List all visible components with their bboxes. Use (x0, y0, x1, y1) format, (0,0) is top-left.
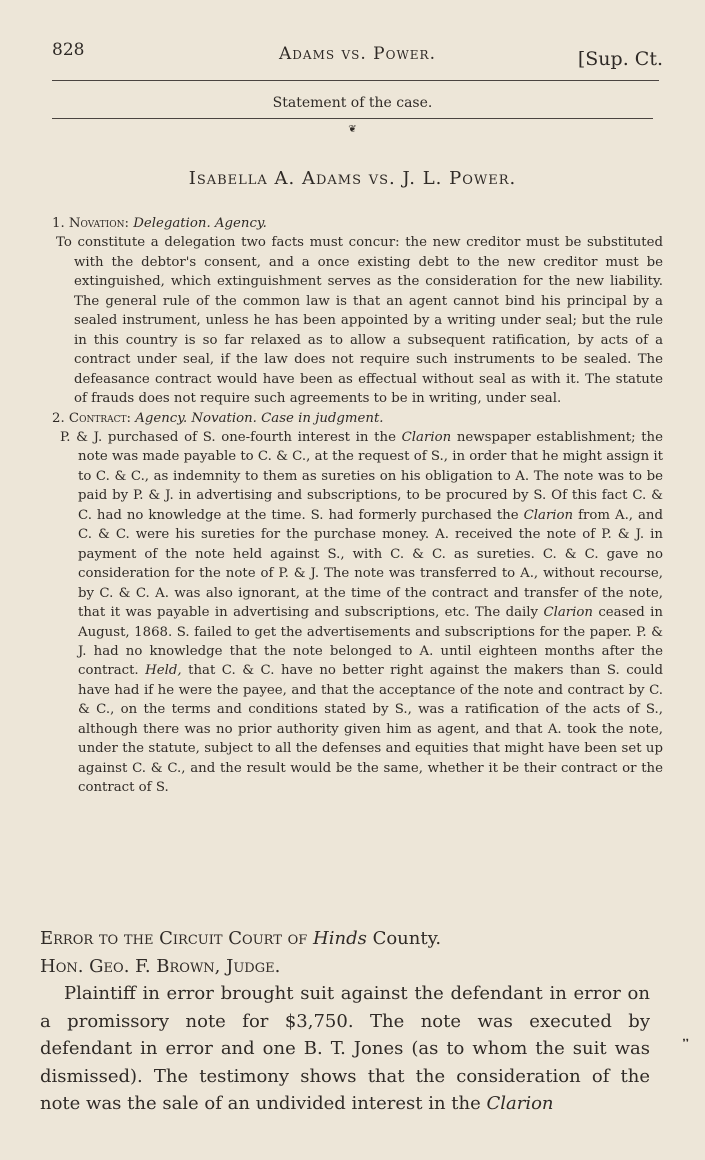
headnote-subhead: Delegation. Agency. (133, 216, 267, 231)
judge-line: Hon. Geo. F. Brown, Judge. (40, 955, 281, 977)
headnote-subhead: Agency. Novation. Case in judgment. (135, 410, 384, 426)
header-rule (52, 80, 659, 81)
error-line (40, 925, 650, 953)
text-span: Plaintiff in error brought suit against the defendant in error on a promissory note for $3,750. The note was executed by defendant in error and one B. T. Jones (as to whom the suit was dismissed). The testimony shows that the consideration of the note was the sale of an undivided interest in the (40, 983, 650, 1114)
fleuron-ornament: ❦ (348, 124, 357, 135)
statement-caption: Statement of the case. (272, 95, 433, 111)
headnote-head: Novation: (68, 216, 129, 231)
syllabus-heading-1 (52, 214, 663, 233)
text-span: newspaper establishment; the note was made payable to C. & C., at the request of S., in order that he might assign it to C. & C., as indemnity to them as sureties on his obligation to A. The note was to be paid by P. & J. in advertising and subscriptions, to be procured by S. Of this fact C. & C. had no knowledge at the time. S. had formerly purchased the (78, 429, 663, 523)
court-label: [Sup. Ct. (577, 48, 663, 70)
italic-span: Clarion (523, 507, 574, 523)
headnote-number: 1. (52, 216, 65, 231)
headnote-2-text (52, 428, 663, 798)
statement-rule (52, 118, 653, 119)
italic-span: Clarion (486, 1093, 554, 1114)
italic-span: Clarion (401, 429, 452, 445)
headnote-number: 2. (52, 410, 65, 426)
headnote-1-text: To constitute a delegation two facts must concur: the new creditor must be substituted with the debtor's consent, and a once existing debt to the new creditor must be extinguished, which extinguishment serves as the consideration for the new liability. The general rule of the common law is that an agent cannot bind his principal by a sealed instrument, unless he has been appointed by a writing under seal; but the rule in this country is so far relaxed as to allow a subsequent ratification, by acts of a contract under seal, if the law does not require such instruments to be sealed. The defeasance contract would have been as effectual without seal as with it. The statute of frauds does not require such agreements to be in writing, under seal. (56, 235, 663, 407)
syllabus (52, 214, 663, 798)
text-span: from A., and C. & C. were his sureties for the purchase money. A. received the note of P. & J. in payment of the note held against S., with C. & C. as sureties. C. & C. gave no consideration for the note of P. & J. The note was transferred to A., without recourse, by C. & C. A. was also ignorant, at the time of the contract and transfer of the note, that it was payable in advertising and subscriptions, etc. The daily (78, 507, 663, 621)
page-number: 828 (52, 40, 85, 60)
italic-span: Hinds (313, 928, 367, 949)
syllabus-heading-2 (52, 409, 663, 428)
text-span: ceased in August, 1868. S. failed to get the advertisements and subscriptions for the paper. P. & J. had no knowledge that the note belonged to A. until eighteen months after the contract. (78, 605, 663, 679)
body-paragraph (40, 980, 650, 1118)
italic-span: Clarion (543, 605, 593, 621)
text-span: County. (366, 928, 442, 949)
text-span: that C. & C. have no better right against the makers than S. could have had if he were the payee, and that the acceptance of the note and contract by C. & C., on the terms and conditions stated by S., was a ratification of the acts of S., although there was no prior authority given him as agent, and that A. took the note, under the statute, subject to all the defenses and equities that might have been set up against C. & C., and the result would be the same, whether it be their contract or the contract of S. (78, 663, 663, 796)
margin-mark: ❜❜ (682, 1038, 689, 1049)
italic-span: Held, (145, 663, 182, 679)
case-title: Isabella A. Adams vs. J. L. Power. (188, 168, 517, 189)
running-header (52, 36, 663, 76)
text-span: P. & J. purchased of S. one-fourth interest in the (60, 429, 402, 445)
headnote-head: Contract: (68, 410, 131, 426)
text-span: Error to the Circuit Court of (40, 928, 314, 949)
running-title: Adams vs. Power. (279, 44, 436, 64)
opinion-body (40, 925, 650, 1118)
